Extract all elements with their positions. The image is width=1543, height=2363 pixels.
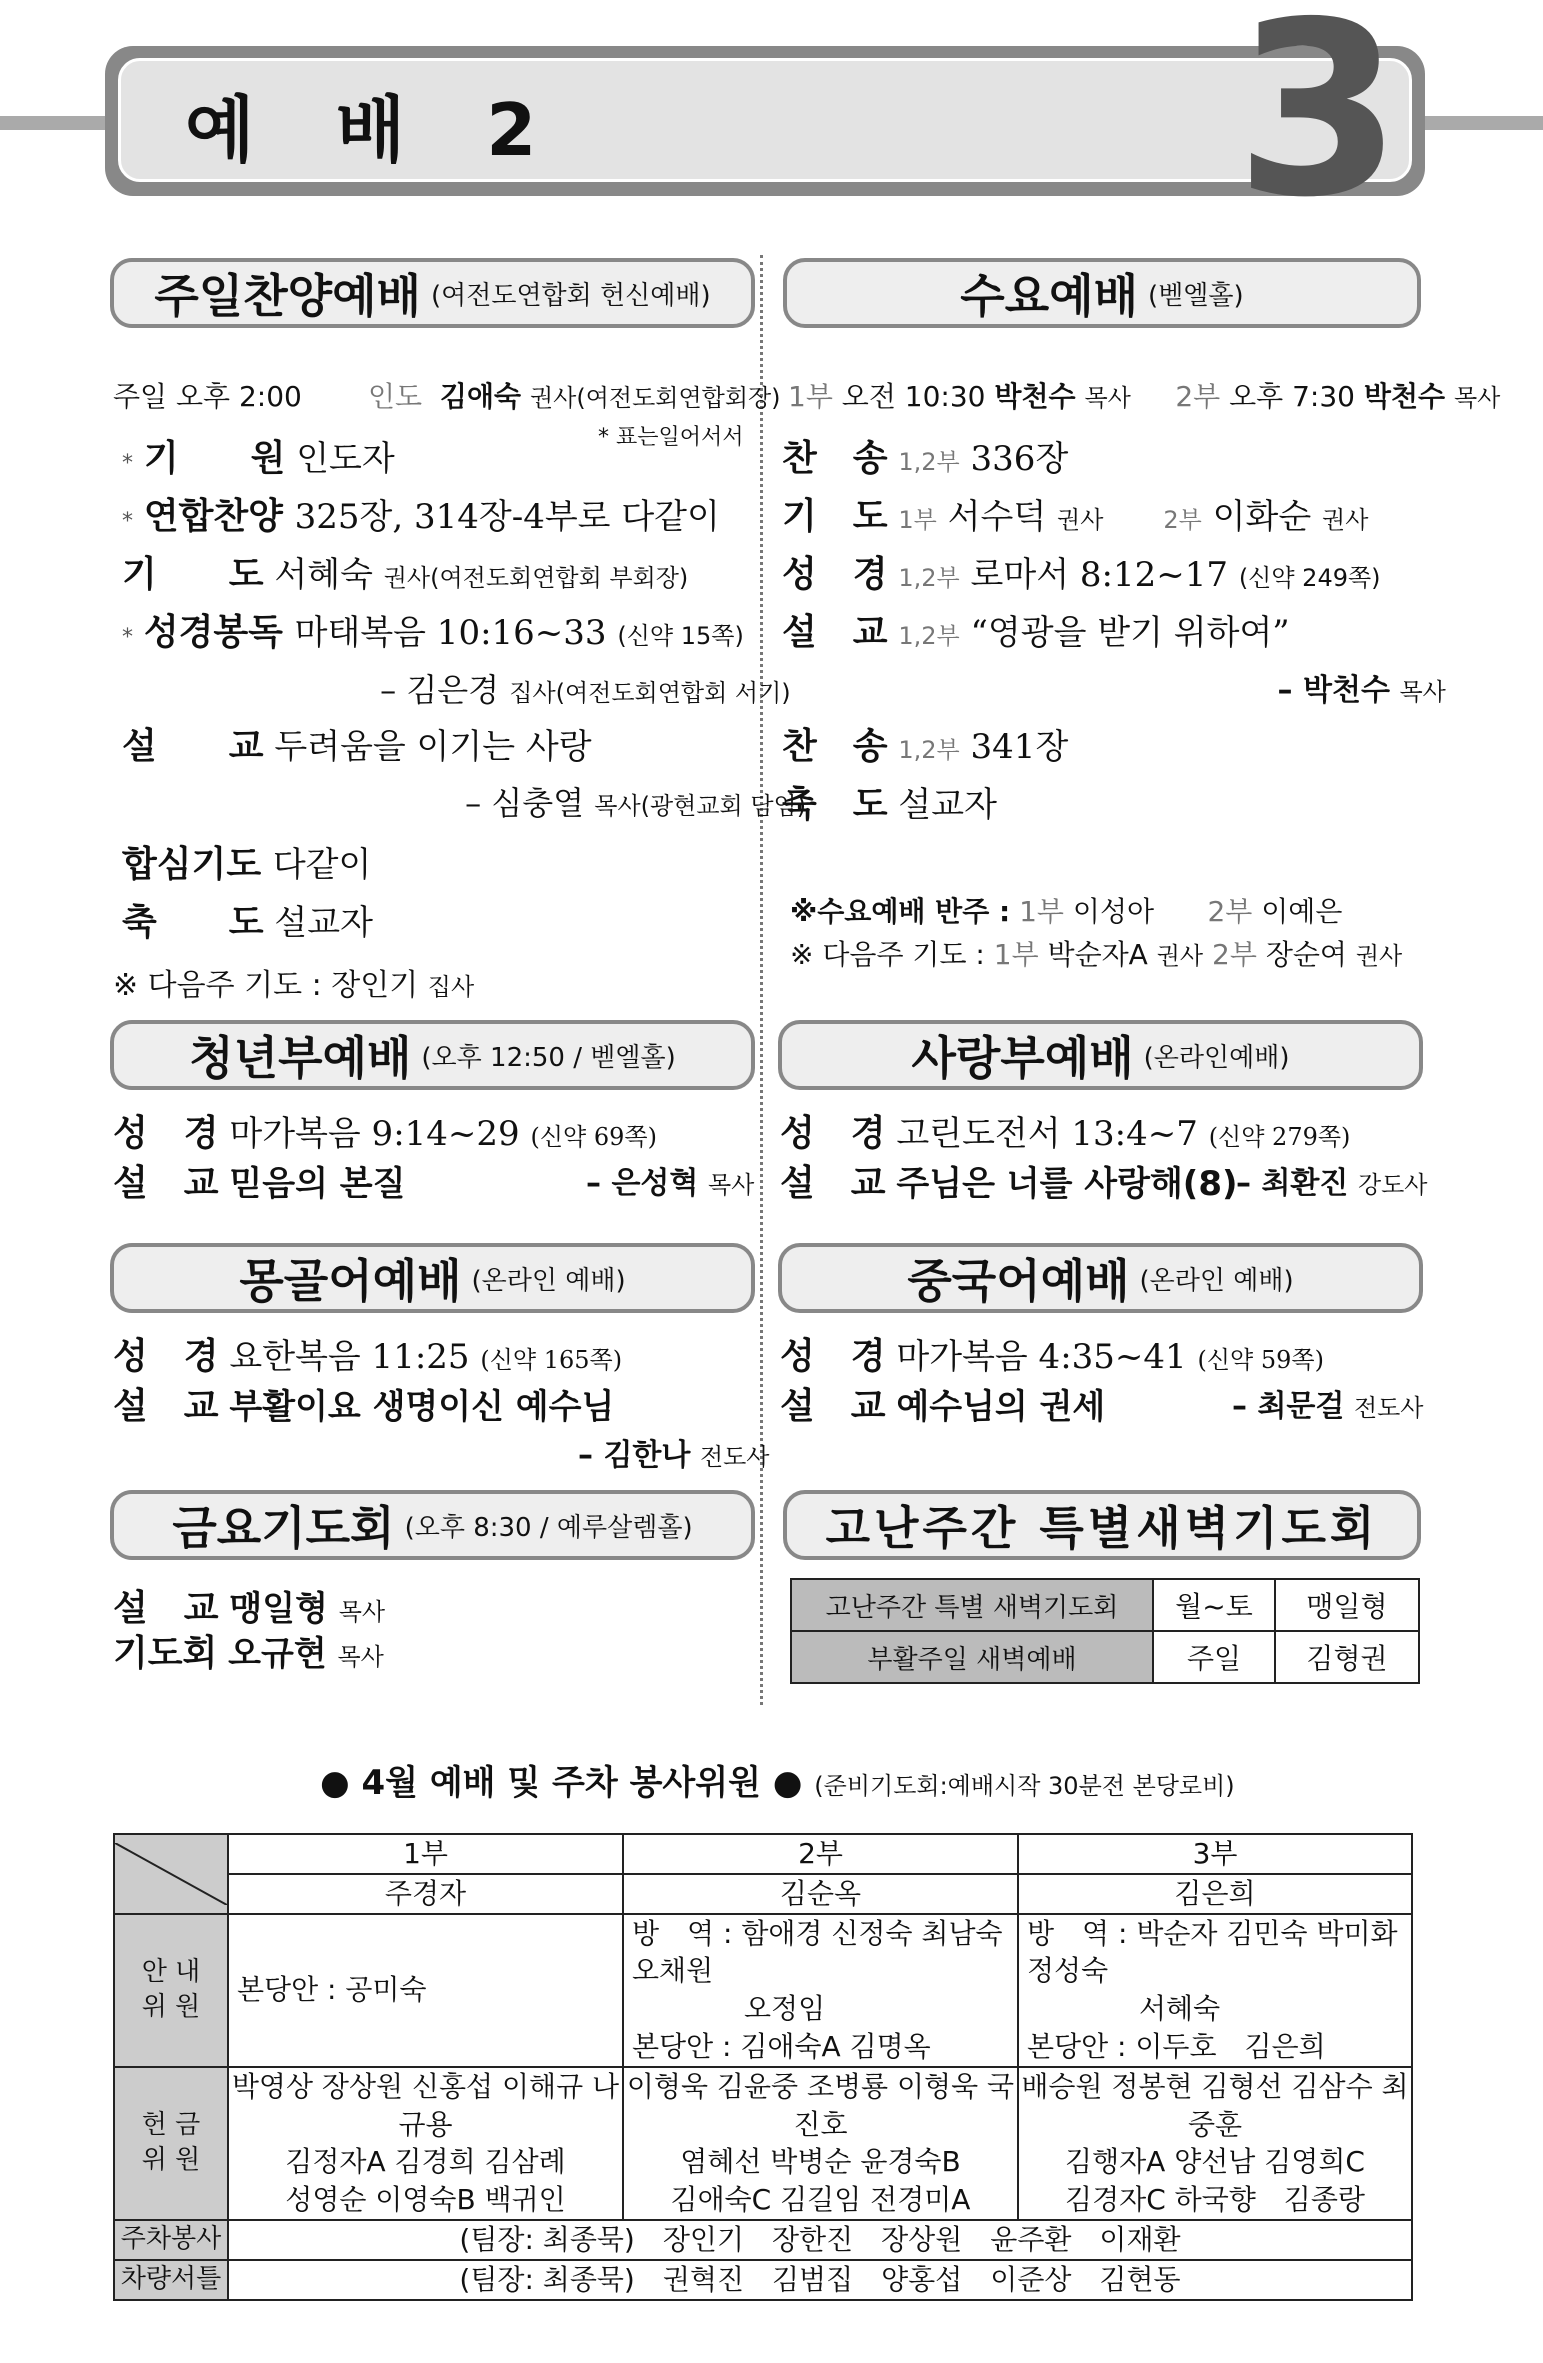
youth-sermon [113, 1155, 405, 1206]
order-item [782, 776, 1008, 827]
order-item [122, 604, 744, 655]
chinese-scripture [780, 1328, 1324, 1379]
guide-cell: 방 역 : 함애경 신정숙 최남숙 오채원 오정임 본당안 : 김애숙A 김명옥 [623, 1914, 1018, 2067]
item-label: 기 도 [782, 496, 888, 537]
dawn-day: 월~토 [1153, 1579, 1275, 1631]
order-item [782, 546, 1381, 597]
wed-next-week [790, 933, 1402, 973]
item-value: 인도자 [296, 439, 395, 479]
section-subtitle: (온라인 예배) [1139, 1265, 1294, 1296]
item-role: (신약 249쪽) [1238, 564, 1381, 592]
next-week-text: ※ 다음주 기도 : 장인기 [113, 968, 419, 1003]
offering-label: 헌 금 위 원 [114, 2067, 228, 2220]
item-note: (신약 15쪽) [617, 622, 744, 650]
section-dawn-prayer [783, 1490, 1421, 1560]
s2-role: 목사 [1453, 384, 1501, 412]
item-value: 설교자 [274, 903, 373, 943]
parking-cell: (팀장: 최종묵) 장인기 장한진 장상원 윤주환 이재환 [228, 2220, 1412, 2260]
mongolian-preacher [578, 1430, 770, 1474]
item-value: “영광을 받기 위하여” [970, 613, 1290, 653]
next-label: ※ 다음주 기도 : [790, 938, 985, 971]
item-label: 찬 송 [782, 438, 888, 479]
head-name: 주경자 [228, 1874, 623, 1914]
section-subtitle: (여전도연합회 헌신예배) [430, 280, 711, 311]
next-name2: 장순여 [1265, 938, 1347, 971]
section-friday [110, 1490, 755, 1560]
service-header: 2부 [623, 1834, 1018, 1874]
section-title: 사랑부예배 [911, 1031, 1134, 1085]
guide-cell: 본당안 : 공미숙 [228, 1914, 623, 2067]
stand-marker: * [122, 625, 133, 650]
diagonal-line [115, 1843, 227, 1905]
item-label: 축 도 [782, 784, 888, 825]
next-week-prayer [113, 960, 474, 1004]
sermon-label: 설 교 [780, 1386, 886, 1427]
sermon-role: 목사 [338, 1598, 386, 1626]
scripture-label: 성 경 [780, 1335, 886, 1377]
section-title: 청년부예배 [189, 1031, 412, 1085]
service-header: 1부 [228, 1834, 623, 1874]
table-row [114, 1914, 1412, 2067]
section-love [778, 1020, 1423, 1090]
sermon-name: 맹일형 [229, 1589, 328, 1629]
preacher-role: 전도사 [699, 1443, 770, 1471]
volunteers-title [320, 1755, 1235, 1804]
table-row [114, 1874, 1412, 1914]
guide-cell: 방 역 : 박순자 김민숙 박미화 정성숙 서혜숙 본당안 : 이두호 김은희 [1018, 1914, 1412, 2067]
scripture-note: (신약 165쪽) [480, 1346, 623, 1374]
section-wednesday [783, 258, 1421, 328]
service-time: 주일 오후 2:00 [113, 380, 302, 413]
item-value: 336장 [970, 439, 1069, 479]
item-note: 집사(여전도회연합회 서기) [509, 679, 791, 707]
item-value: 341장 [970, 727, 1069, 767]
item-value: 설교자 [898, 785, 997, 825]
sermon-label: 설 교 [780, 1163, 886, 1204]
item-part: 1,2부 [898, 622, 960, 650]
item-value2: 이화순 [1212, 497, 1312, 537]
next-role2: 권사 [1355, 942, 1403, 970]
item-label: 합심기도 [122, 844, 262, 885]
volunteers-table [113, 1833, 1413, 2301]
dawn-leader: 김형권 [1275, 1631, 1419, 1683]
section-subtitle: (오후 12:50 / 벧엘홀) [421, 1042, 676, 1073]
item-label: 찬 송 [782, 726, 888, 767]
accomp-part1: 1부 [1019, 895, 1064, 928]
accomp-name2: 이예은 [1261, 895, 1343, 928]
table-row [114, 1834, 1412, 1874]
preacher-role: 강도사 [1357, 1171, 1428, 1199]
order-item [455, 778, 806, 824]
section-title: 고난주간 특별새벽기도회 [825, 1501, 1379, 1555]
sermon-title: 믿음의 본질 [229, 1164, 406, 1204]
prayer-name: 오규현 [228, 1634, 327, 1674]
item-note: 목사(광현교회 담임) [594, 792, 807, 820]
item-part: 1,2부 [898, 448, 960, 476]
section-title: 중국어예배 [907, 1254, 1130, 1308]
preacher-name: – 은성혁 [586, 1166, 699, 1201]
dawn-name: 부활주일 새벽예배 [791, 1631, 1153, 1683]
shuttle-cell: (팀장: 최종묵) 권혁진 김범집 양홍섭 이준상 김현동 [228, 2260, 1412, 2300]
order-item [782, 718, 1079, 769]
s2-name: 박천수 [1363, 380, 1446, 413]
section-subtitle: (온라인 예배) [471, 1265, 626, 1296]
table-row [114, 2067, 1412, 2220]
corner-cell [114, 1834, 228, 1914]
accomp-label: ※수요예배 반주 : [790, 895, 1011, 928]
prayer-role: 목사 [337, 1643, 384, 1671]
mongolian-scripture [113, 1328, 622, 1379]
scripture-note: (신약 59쪽) [1197, 1346, 1324, 1374]
item-label: 축 도 [122, 902, 264, 943]
leader-role: 권사(여전도회연합회장) [529, 384, 781, 412]
section-title: 수요예배 [960, 269, 1139, 323]
page-title: 예 배 2 [185, 88, 565, 172]
offering-cell: 이형욱 김윤중 조병룡 이형욱 국진호 염혜선 박병순 윤경숙B 김애숙C 김길임 전경미A [623, 2067, 1018, 2220]
s1-time: 오전 10:30 [841, 380, 986, 413]
love-scripture [780, 1105, 1350, 1156]
s1-label: 1부 [788, 380, 833, 413]
item-value: 두려움을 이기는 사랑 [274, 727, 592, 767]
friday-prayer [113, 1625, 384, 1676]
table-row [114, 2260, 1412, 2300]
offering-cell: 배승원 정봉현 김형선 김삼수 최중훈 김행자A 양선남 김영희C 김경자C 하국향 김종랑 [1018, 2067, 1412, 2220]
scripture-note: (신약 279쪽) [1208, 1123, 1351, 1151]
s1-role: 목사 [1084, 384, 1131, 412]
item-value: 서혜숙 [274, 555, 373, 595]
leader-line [368, 375, 781, 415]
offering-cell: 박영상 장상원 신홍섭 이해규 나규용 김정자A 김경희 김삼례 성영순 이영숙B 백귀인 [228, 2067, 623, 2220]
sermon-label: 설 교 [113, 1163, 219, 1204]
section-chinese [778, 1243, 1423, 1313]
sermon-title: 부활이요 생명이신 예수님 [229, 1387, 615, 1427]
item-label: 성경봉독 [143, 612, 283, 653]
dawn-day: 주일 [1153, 1631, 1275, 1683]
table-row [791, 1631, 1419, 1683]
section-mongolian [110, 1243, 755, 1313]
preacher-name: – 최문걸 [1232, 1389, 1345, 1424]
sermon-label: 설 교 [113, 1386, 219, 1427]
leader-label: 인도 [368, 380, 423, 413]
s2-label: 2부 [1175, 380, 1221, 413]
item-label: 설 교 [782, 612, 888, 653]
order-item [122, 718, 592, 769]
scripture-text: 고린도전서 13:4~7 [896, 1114, 1198, 1154]
scripture-label: 성 경 [113, 1335, 219, 1377]
stand-marker: * [122, 509, 133, 534]
column-divider [760, 255, 763, 1705]
item-label: 연합찬양 [143, 496, 283, 537]
love-sermon [780, 1155, 1238, 1206]
section-sunday-praise [110, 258, 755, 328]
item-value: 서수덕 [947, 497, 1047, 537]
scripture-text: 마가복음 4:35~41 [896, 1337, 1187, 1377]
order-item [122, 488, 720, 539]
stand-marker: * [122, 451, 133, 476]
youth-preacher [586, 1158, 754, 1202]
dawn-leader: 맹일형 [1275, 1579, 1419, 1631]
scripture-text: 요한복음 11:25 [229, 1337, 470, 1377]
section-subtitle: (온라인예배) [1143, 1042, 1290, 1073]
accomp-name1: 이성아 [1072, 895, 1155, 928]
wed-service-times [788, 375, 1500, 415]
section-youth [110, 1020, 755, 1090]
table-row [791, 1579, 1419, 1631]
order-item [122, 836, 371, 887]
section-title: 몽골어예배 [239, 1254, 462, 1308]
wed-accompanist [790, 890, 1342, 930]
page-number: 3 [1235, 0, 1402, 250]
order-item [782, 488, 1368, 539]
guide-label: 안 내 위 원 [114, 1914, 228, 2067]
preacher-role: 목사 [707, 1171, 755, 1199]
scripture-label: 성 경 [113, 1112, 219, 1154]
item-label: 기 도 [122, 554, 264, 595]
next-name1: 박순자A [1047, 938, 1148, 971]
head-name: 김은희 [1018, 1874, 1412, 1914]
chinese-preacher [1232, 1381, 1424, 1425]
item-label: 기 원 [143, 438, 286, 479]
service-header: 3부 [1018, 1834, 1412, 1874]
item-value: 마태복음 10:16~33 [294, 613, 607, 653]
accomp-part2: 2부 [1207, 895, 1253, 928]
table-row [114, 2220, 1412, 2260]
parking-label: 주차봉사 [114, 2220, 228, 2260]
item-value: 325장, 314장-4부로 다같이 [294, 497, 720, 537]
dawn-name: 고난주간 특별 새벽기도회 [791, 1579, 1153, 1631]
section-title: 주일찬양예배 [154, 269, 421, 323]
item-role: 권사 [1057, 506, 1104, 534]
volunteers-title-text: ● 4월 예배 및 주차 봉사위원 ● [320, 1763, 803, 1803]
dawn-table [790, 1578, 1420, 1684]
item-part: 1부 [898, 506, 937, 534]
stand-note: * 표는일어서서 [598, 425, 744, 450]
section-title: 금요기도회 [172, 1501, 395, 1555]
order-item [122, 546, 688, 597]
chinese-sermon [780, 1378, 1105, 1429]
friday-sermon [113, 1580, 385, 1631]
item-part: 1,2부 [898, 564, 960, 592]
item-part: 1,2부 [898, 736, 960, 764]
item-role: 목사 [1399, 678, 1446, 706]
item-note: 권사(여전도회연합회 부회장) [383, 564, 689, 592]
item-value: – 박천수 [1277, 673, 1390, 708]
sermon-title: 주님은 너를 사랑해(8) [896, 1164, 1238, 1204]
shuttle-label: 차량서틀 [114, 2260, 228, 2300]
head-name: 김순옥 [623, 1874, 1018, 1914]
item-value: 로마서 8:12~17 [970, 555, 1228, 595]
scripture-note: (신약 69쪽) [530, 1123, 657, 1151]
order-item [1268, 665, 1446, 709]
scripture-label: 성 경 [780, 1112, 886, 1154]
love-preacher [1236, 1158, 1428, 1202]
preacher-name: – 최환진 [1236, 1166, 1349, 1201]
order-item [782, 604, 1301, 655]
leader-name: 김애숙 [439, 380, 522, 413]
youth-scripture [113, 1105, 657, 1156]
next-role1: 권사 [1156, 942, 1204, 970]
section-subtitle: (벧엘홀) [1148, 280, 1244, 311]
order-item [122, 894, 373, 945]
scripture-text: 마가복음 9:14~29 [229, 1114, 520, 1154]
sermon-label: 설 교 [113, 1588, 219, 1629]
preacher-role: 전도사 [1353, 1394, 1424, 1422]
item-value: 다같이 [272, 845, 372, 885]
next-part2: 2부 [1212, 938, 1257, 971]
order-item [782, 430, 1079, 481]
item-part2: 2부 [1163, 506, 1202, 534]
order-item [122, 430, 395, 481]
item-value: – 김은경 [380, 671, 500, 709]
prayer-label: 기도회 [113, 1633, 218, 1674]
s1-name: 박천수 [994, 380, 1076, 413]
item-value: – 심충열 [465, 784, 585, 822]
item-label: 성 경 [782, 554, 888, 595]
sermon-title: 예수님의 권세 [896, 1387, 1106, 1427]
item-role2: 권사 [1322, 506, 1369, 534]
s2-time: 오후 7:30 [1229, 380, 1355, 413]
order-item [370, 665, 791, 711]
mongolian-sermon [113, 1378, 614, 1429]
next-week-role: 집사 [427, 973, 475, 1001]
preacher-name: – 김한나 [578, 1438, 691, 1473]
volunteers-subtitle: (준비기도회:예배시작 30분전 본당로비) [814, 1772, 1235, 1800]
next-part1: 1부 [993, 938, 1039, 971]
item-label: 설 교 [122, 726, 264, 767]
section-subtitle: (오후 8:30 / 예루살렘홀) [404, 1512, 693, 1543]
